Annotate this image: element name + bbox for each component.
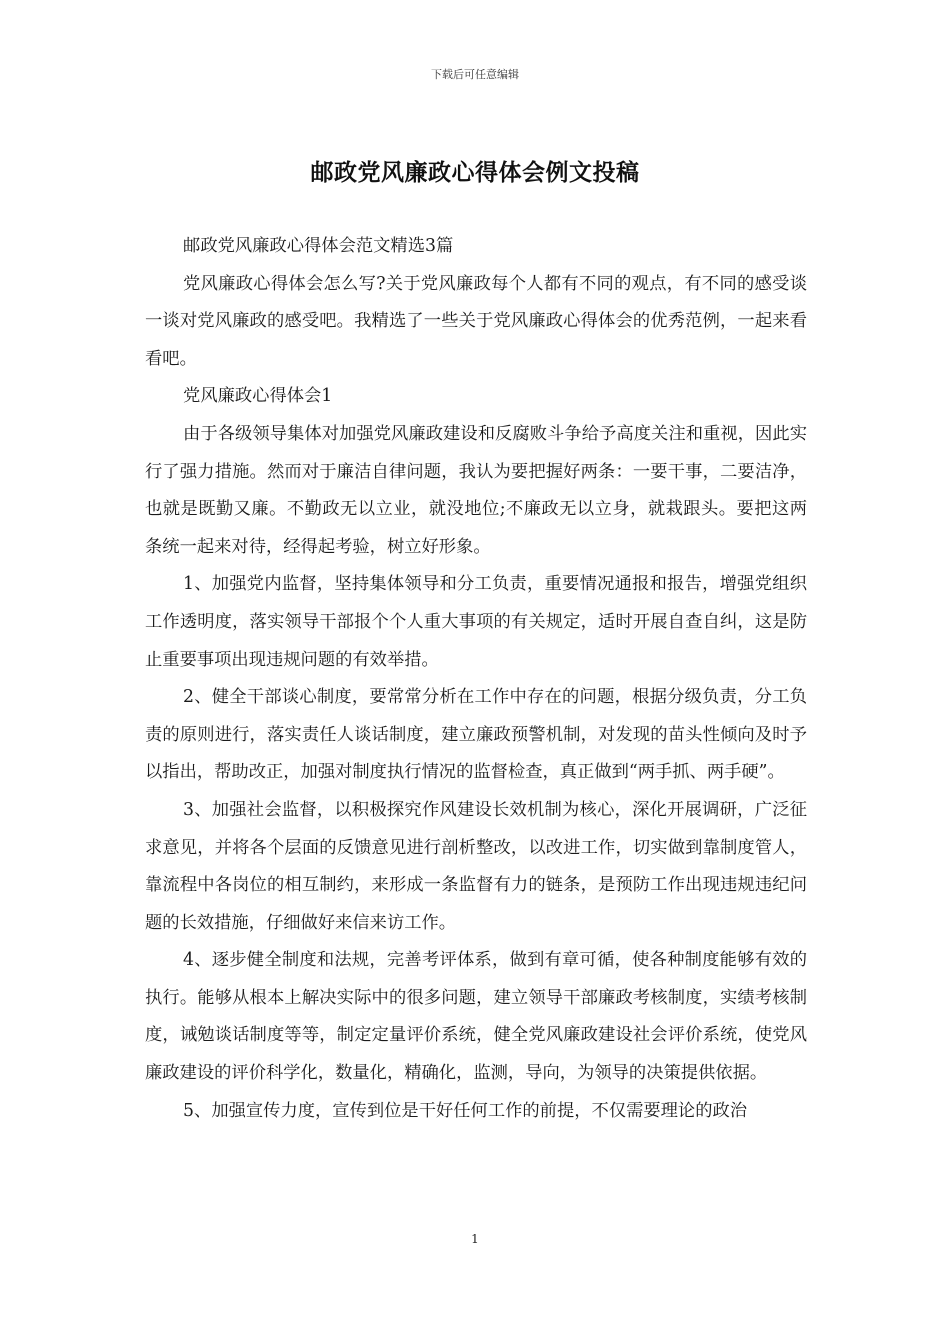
document-body: [145, 228, 807, 1130]
paragraph: 5、加强宣传力度，宣传到位是干好任何工作的前提，不仅需要理论的政治: [183, 1100, 748, 1121]
paragraph: 2、健全干部谈心制度，要常常分析在工作中存在的问题，根据分级负责，分工负责的原则进行，落实责任人谈话制度，建立廉政预警机制，对发现的苗头性倾向及时予以指出，帮助改正，加强对制度执行情况的监督检查，真正做到“两手抓、两手硬”。: [145, 687, 807, 783]
page-number: 1: [471, 1232, 479, 1246]
paragraph: 3、加强社会监督，以积极探究作风建设长效机制为核心，深化开展调研，广泛征求意见，并将各个层面的反馈意见进行剖析整改，以改进工作，切实做到靠制度管人，靠流程中各岗位的相互制约，来形成一条监督有力的链条，是预防工作出现违规违纪问题的长效措施，仔细做好来信来访工作。: [145, 799, 807, 933]
paragraph: 党风廉政心得体会怎么写?关于党风廉政每个人都有不同的观点，有不同的感受谈一谈对党风廉政的感受吧。我精选了一些关于党风廉政心得体会的优秀范例，一起来看看吧。: [145, 273, 807, 369]
paragraph: 党风廉政心得体会1: [183, 386, 333, 407]
paragraph: 邮政党风廉政心得体会范文精选3篇: [183, 236, 454, 256]
header-note: 下载后可任意编辑: [431, 68, 519, 81]
paragraph: 1、加强党内监督，坚持集体领导和分工负责，重要情况通报和报告，增强党组织工作透明度，落实领导干部报个个人重大事项的有关规定，适时开展自查自纠，这是防止重要事项出现违规问题的有效举措。: [145, 574, 807, 670]
paragraph: 由于各级领导集体对加强党风廉政建设和反腐败斗争给予高度关注和重视，因此实行了强力措施。然而对于廉洁自律问题，我认为要把握好两条：一要干事，二要洁净，也就是既勤又廉。不勤政无以立业，就没地位;不廉政无以立身，就栽跟头。要把这两条统一起来对待，经得起考验，树立好形象。: [145, 423, 807, 557]
paragraph: 4、逐步健全制度和法规，完善考评体系，做到有章可循，使各种制度能够有效的执行。能够从根本上解决实际中的很多问题，建立领导干部廉政考核制度，实绩考核制度，诫勉谈话制度等等，制定定量评价系统，健全党风廉政建设社会评价系统，使党风廉政建设的评价科学化，数量化，精确化，监测，导向，为领导的决策提供依据。: [145, 950, 807, 1084]
document-title: 邮政党风廉政心得体会例文投稿: [310, 159, 640, 186]
